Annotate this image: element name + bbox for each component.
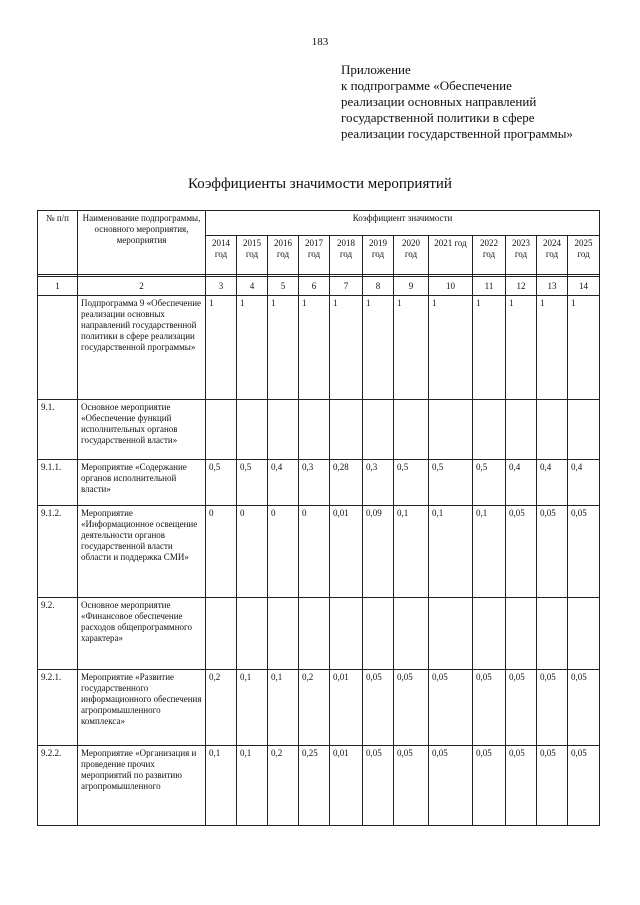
table-row xyxy=(38,506,600,598)
page-number: 183 xyxy=(311,36,329,48)
coefficient-cell: 0,25 xyxy=(299,746,330,826)
column-index-cell: 10 xyxy=(429,277,473,296)
coefficient-cell xyxy=(330,598,363,670)
row-name: Мероприятие «Развитие государственного информационного обеспечения агропромышленного комплекса» xyxy=(78,670,206,746)
coefficient-cell: 0,2 xyxy=(268,746,299,826)
coefficient-cell: 0,05 xyxy=(537,746,568,826)
coefficient-cell: 0,1 xyxy=(429,506,473,598)
coefficient-cell: 0,05 xyxy=(506,746,537,826)
coefficients-table xyxy=(37,210,600,826)
coefficient-cell: 0,05 xyxy=(363,670,394,746)
coefficient-cell: 1 xyxy=(330,296,363,400)
coefficient-cell xyxy=(429,598,473,670)
coefficient-cell: 0,05 xyxy=(568,670,600,746)
row-number: 9.1. xyxy=(38,400,78,460)
column-index-cell: 8 xyxy=(363,277,394,296)
row-name: Основное мероприятие «Финансовое обеспечение расходов общепрограммного характера» xyxy=(78,598,206,670)
coefficient-cell xyxy=(394,598,429,670)
coefficient-cell: 0,1 xyxy=(237,746,268,826)
table-row xyxy=(38,400,600,460)
row-number: 9.2. xyxy=(38,598,78,670)
coefficient-cell: 0,5 xyxy=(206,460,237,506)
column-index-cell: 2 xyxy=(78,277,206,296)
table-row xyxy=(38,746,600,826)
coefficient-cell xyxy=(206,598,237,670)
coefficient-cell: 0 xyxy=(206,506,237,598)
coefficient-cell: 0,4 xyxy=(568,460,600,506)
coefficient-cell: 1 xyxy=(568,296,600,400)
header-year: 2017 год xyxy=(299,236,330,275)
row-name: Основное мероприятие «Обеспечение функций исполнительных органов государственной власти» xyxy=(78,400,206,460)
coefficient-cell: 0,5 xyxy=(237,460,268,506)
table-row xyxy=(38,296,600,400)
coefficient-cell xyxy=(268,400,299,460)
document-title: Коэффициенты значимости мероприятий xyxy=(188,176,452,192)
coefficient-cell: 0,4 xyxy=(268,460,299,506)
coefficient-cell: 0,3 xyxy=(363,460,394,506)
column-index-row xyxy=(38,277,600,296)
coefficient-cell xyxy=(568,400,600,460)
coefficient-cell: 0,05 xyxy=(363,746,394,826)
row-name: Подпрограмма 9 «Обеспечение реализации основных направлений государственной политики в сфере реализации государственной программы» xyxy=(78,296,206,400)
header-year: 2014 год xyxy=(206,236,237,275)
coefficient-cell: 0,05 xyxy=(429,746,473,826)
column-index-cell: 11 xyxy=(473,277,506,296)
row-name: Мероприятие «Информационное освещение деятельности органов государственной власти области и поддержка СМИ» xyxy=(78,506,206,598)
column-index-cell: 1 xyxy=(38,277,78,296)
row-number: 9.1.1. xyxy=(38,460,78,506)
appendix-line: реализации государственной программы» xyxy=(341,126,573,141)
coefficient-cell: 0 xyxy=(237,506,268,598)
coefficient-cell: 0,5 xyxy=(394,460,429,506)
coefficient-cell xyxy=(394,400,429,460)
column-index-cell: 7 xyxy=(330,277,363,296)
coefficient-cell: 0,01 xyxy=(330,670,363,746)
coefficient-cell xyxy=(299,598,330,670)
column-index-cell: 5 xyxy=(268,277,299,296)
coefficient-cell: 0,28 xyxy=(330,460,363,506)
header-year: 2022 год xyxy=(473,236,506,275)
coefficient-cell: 0,05 xyxy=(568,746,600,826)
coefficient-cell: 1 xyxy=(473,296,506,400)
coefficient-cell: 0 xyxy=(299,506,330,598)
coefficient-cell xyxy=(473,598,506,670)
coefficient-cell: 0,05 xyxy=(537,670,568,746)
column-index-cell: 4 xyxy=(237,277,268,296)
appendix-line: Приложение xyxy=(341,62,411,77)
coefficient-cell xyxy=(506,400,537,460)
coefficient-cell: 1 xyxy=(299,296,330,400)
row-number: 9.2.1. xyxy=(38,670,78,746)
coefficient-cell: 0,1 xyxy=(268,670,299,746)
coefficient-cell: 0,2 xyxy=(206,670,237,746)
column-index-cell: 9 xyxy=(394,277,429,296)
coefficient-cell xyxy=(537,400,568,460)
coefficient-cell: 1 xyxy=(363,296,394,400)
coefficient-cell: 1 xyxy=(237,296,268,400)
header-year: 2020 год xyxy=(394,236,429,275)
coefficient-cell xyxy=(568,598,600,670)
coefficient-cell xyxy=(363,400,394,460)
coefficient-cell: 0,05 xyxy=(537,506,568,598)
coefficient-cell: 0,01 xyxy=(330,506,363,598)
coefficient-cell: 0,05 xyxy=(473,746,506,826)
table-row xyxy=(38,460,600,506)
coefficient-cell: 1 xyxy=(537,296,568,400)
header-year: 2016 год xyxy=(268,236,299,275)
coefficient-cell xyxy=(206,400,237,460)
coefficient-cell: 1 xyxy=(206,296,237,400)
row-number: 9.2.2. xyxy=(38,746,78,826)
coefficient-cell: 0,3 xyxy=(299,460,330,506)
header-coefficient: Коэффициент значимости xyxy=(206,211,600,236)
coefficient-cell xyxy=(330,400,363,460)
header-year: 2015 год xyxy=(237,236,268,275)
header-year: 2024 год xyxy=(537,236,568,275)
coefficient-cell: 0,05 xyxy=(506,506,537,598)
column-index-cell: 6 xyxy=(299,277,330,296)
table-row xyxy=(38,670,600,746)
coefficient-cell xyxy=(268,598,299,670)
header-number: № п/п xyxy=(38,211,78,275)
coefficient-cell: 0,01 xyxy=(330,746,363,826)
coefficient-cell: 0,1 xyxy=(237,670,268,746)
coefficient-cell xyxy=(237,400,268,460)
row-number: 9.1.2. xyxy=(38,506,78,598)
coefficient-cell: 1 xyxy=(506,296,537,400)
coefficient-cell: 1 xyxy=(394,296,429,400)
header-year: 2021 год xyxy=(429,236,473,275)
coefficient-cell xyxy=(473,400,506,460)
coefficient-cell: 0,05 xyxy=(394,670,429,746)
column-index-cell: 12 xyxy=(506,277,537,296)
column-index-cell: 14 xyxy=(568,277,600,296)
coefficient-cell xyxy=(537,598,568,670)
coefficient-cell: 0,2 xyxy=(299,670,330,746)
header-name: Наименование подпрограммы, основного мероприятия, мероприятия xyxy=(78,211,206,275)
coefficient-cell: 0,05 xyxy=(394,746,429,826)
appendix-line: реализации основных направлений xyxy=(341,94,537,109)
coefficient-cell: 0,05 xyxy=(429,670,473,746)
coefficient-cell: 0,05 xyxy=(568,506,600,598)
appendix-line: государственной политики в сфере xyxy=(341,110,535,125)
coefficient-cell xyxy=(506,598,537,670)
header-year: 2023 год xyxy=(506,236,537,275)
row-name: Мероприятие «Содержание органов исполнительной власти» xyxy=(78,460,206,506)
coefficient-cell xyxy=(429,400,473,460)
row-name: Мероприятие «Организация и проведение прочих мероприятий по развитию агропромышленного xyxy=(78,746,206,826)
coefficient-cell: 0,1 xyxy=(206,746,237,826)
header-year: 2018 год xyxy=(330,236,363,275)
coefficient-cell: 0,5 xyxy=(473,460,506,506)
table-row xyxy=(38,598,600,670)
coefficient-cell xyxy=(237,598,268,670)
coefficient-cell: 0 xyxy=(268,506,299,598)
coefficient-cell: 0,1 xyxy=(394,506,429,598)
coefficient-cell: 0,09 xyxy=(363,506,394,598)
header-year: 2025 год xyxy=(568,236,600,275)
coefficient-cell xyxy=(363,598,394,670)
coefficient-cell xyxy=(299,400,330,460)
coefficient-cell: 0,1 xyxy=(473,506,506,598)
row-number xyxy=(38,296,78,400)
coefficient-cell: 0,05 xyxy=(506,670,537,746)
appendix-line: к подпрограмме «Обеспечение xyxy=(341,78,512,93)
column-index-cell: 3 xyxy=(206,277,237,296)
coefficient-cell: 0,5 xyxy=(429,460,473,506)
coefficient-cell: 1 xyxy=(268,296,299,400)
coefficient-cell: 0,4 xyxy=(537,460,568,506)
coefficient-cell: 1 xyxy=(429,296,473,400)
coefficient-cell: 0,05 xyxy=(473,670,506,746)
coefficient-cell: 0,4 xyxy=(506,460,537,506)
appendix-note xyxy=(341,62,631,142)
header-year: 2019 год xyxy=(363,236,394,275)
column-index-cell: 13 xyxy=(537,277,568,296)
